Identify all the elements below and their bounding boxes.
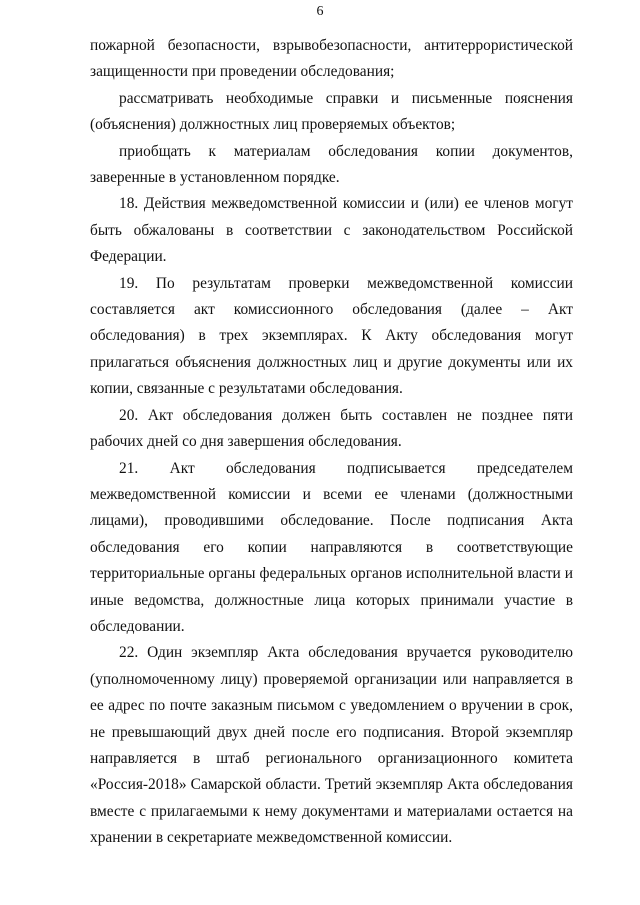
paragraph-item-21: 21. Акт обследования подписывается председателем межведомственной комиссии и всеми ее членами (должностными лицами), проводившими обследование. После подписания Акта обследования его копии направляются в соответствующие территориальные органы федеральных органов исполнительной власти и иные ведомства, должностные лица которых принимали участие в обследовании. [90, 459, 573, 635]
document-body [90, 33, 573, 852]
paragraph-review-references: рассматривать необходимые справки и письменные пояснения (объяснения) должностных лиц проверяемых объектов; [90, 89, 573, 134]
paragraph-fire-safety-continuation: пожарной безопасности, взрывобезопасности, антитеррористической защищенности при проведении обследования; [90, 37, 573, 81]
page-number: 6 [316, 4, 324, 19]
paragraph-attach-copies: приобщать к материалам обследования копии документов, заверенные в установленном порядке. [90, 142, 573, 187]
paragraph-item-19: 19. По результатам проверки межведомственной комиссии составляется акт комиссионного обследования (далее – Акт обследования) в трех экземплярах. К Акту обследования могут прилагаться объяснения должностных лиц и другие документы или их копии, связанные с результатами обследования. [90, 274, 573, 398]
paragraph-item-20: 20. Акт обследования должен быть составлен не позднее пяти рабочих дней со дня завершения обследования. [90, 406, 573, 451]
paragraph-item-22: 22. Один экземпляр Акта обследования вручается руководителю (уполномоченному лицу) проверяемой организации или направляется в ее адрес по почте заказным письмом с уведомлением о вручении в срок, не превышающий двух дней после его подписания. Второй экземпляр направляется в штаб регионального организационного комитета «Россия-2018» Самарской области. Третий экземпляр Акта обследования вместе с прилагаемыми к нему документами и материалами остается на хранении в секретариате межведомственной комиссии. [90, 644, 573, 847]
paragraph-item-18: 18. Действия межведомственной комиссии и (или) ее членов могут быть обжалованы в соответствии с законодательством Российской Федерации. [90, 195, 573, 266]
